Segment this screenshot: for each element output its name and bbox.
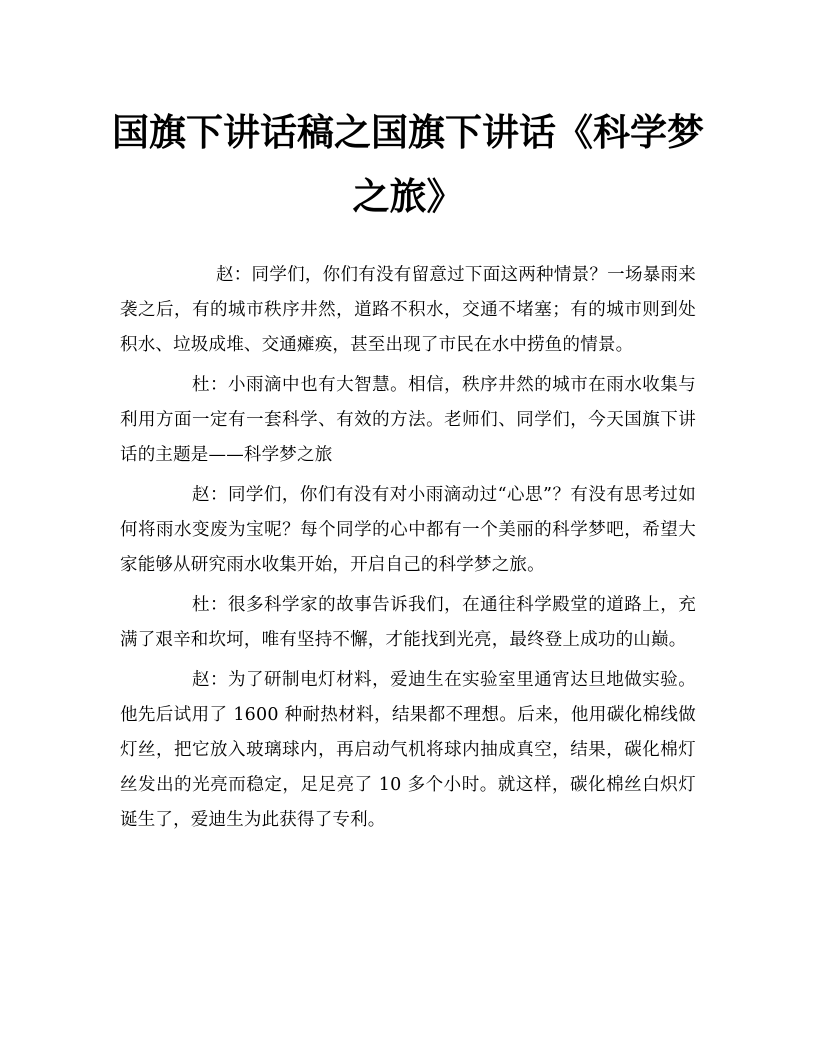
document-title: 国旗下讲话稿之国旗下讲话《科学梦之旅》 xyxy=(112,110,704,218)
paragraph-1: 赵：同学们，你们有没有留意过下面这两种情景？一场暴雨来袭之后，有的城市秩序井然，道路不积水，交通不堵塞；有的城市则到处积水、垃圾成堆、交通瘫痪，甚至出现了市民在水中捞鱼的情景。 xyxy=(120,265,696,355)
paragraph-2: 杜：小雨滴中也有大智慧。相信，秩序井然的城市在雨水收集与利用方面一定有一套科学、有效的方法。老师们、同学们，今天国旗下讲话的主题是——科学梦之旅 xyxy=(120,375,696,465)
paragraph-4: 杜：很多科学家的故事告诉我们，在通往科学殿堂的道路上，充满了艰辛和坎坷，唯有坚持不懈，才能找到光亮，最终登上成功的山巅。 xyxy=(120,595,696,650)
paragraph-5: 赵：为了研制电灯材料，爱迪生在实验室里通宵达旦地做实验。他先后试用了 1600 种耐热材料，结果都不理想。后来，他用碳化棉线做灯丝，把它放入玻璃球内，再启动气机将球内抽成真空，结果，碳化棉灯丝发出的光亮而稳定，足足亮了 10 多个小时。就这样，碳化棉丝白炽灯诞生了，爱迪生为此获得了专利。 xyxy=(120,670,696,830)
paragraph-3: 赵：同学们，你们有没有对小雨滴动过“心思”？有没有思考过如何将雨水变废为宝呢？每个同学的心中都有一个美丽的科学梦吧，希望大家能够从研究雨水收集开始，开启自己的科学梦之旅。 xyxy=(120,485,696,575)
document-body xyxy=(120,258,696,843)
